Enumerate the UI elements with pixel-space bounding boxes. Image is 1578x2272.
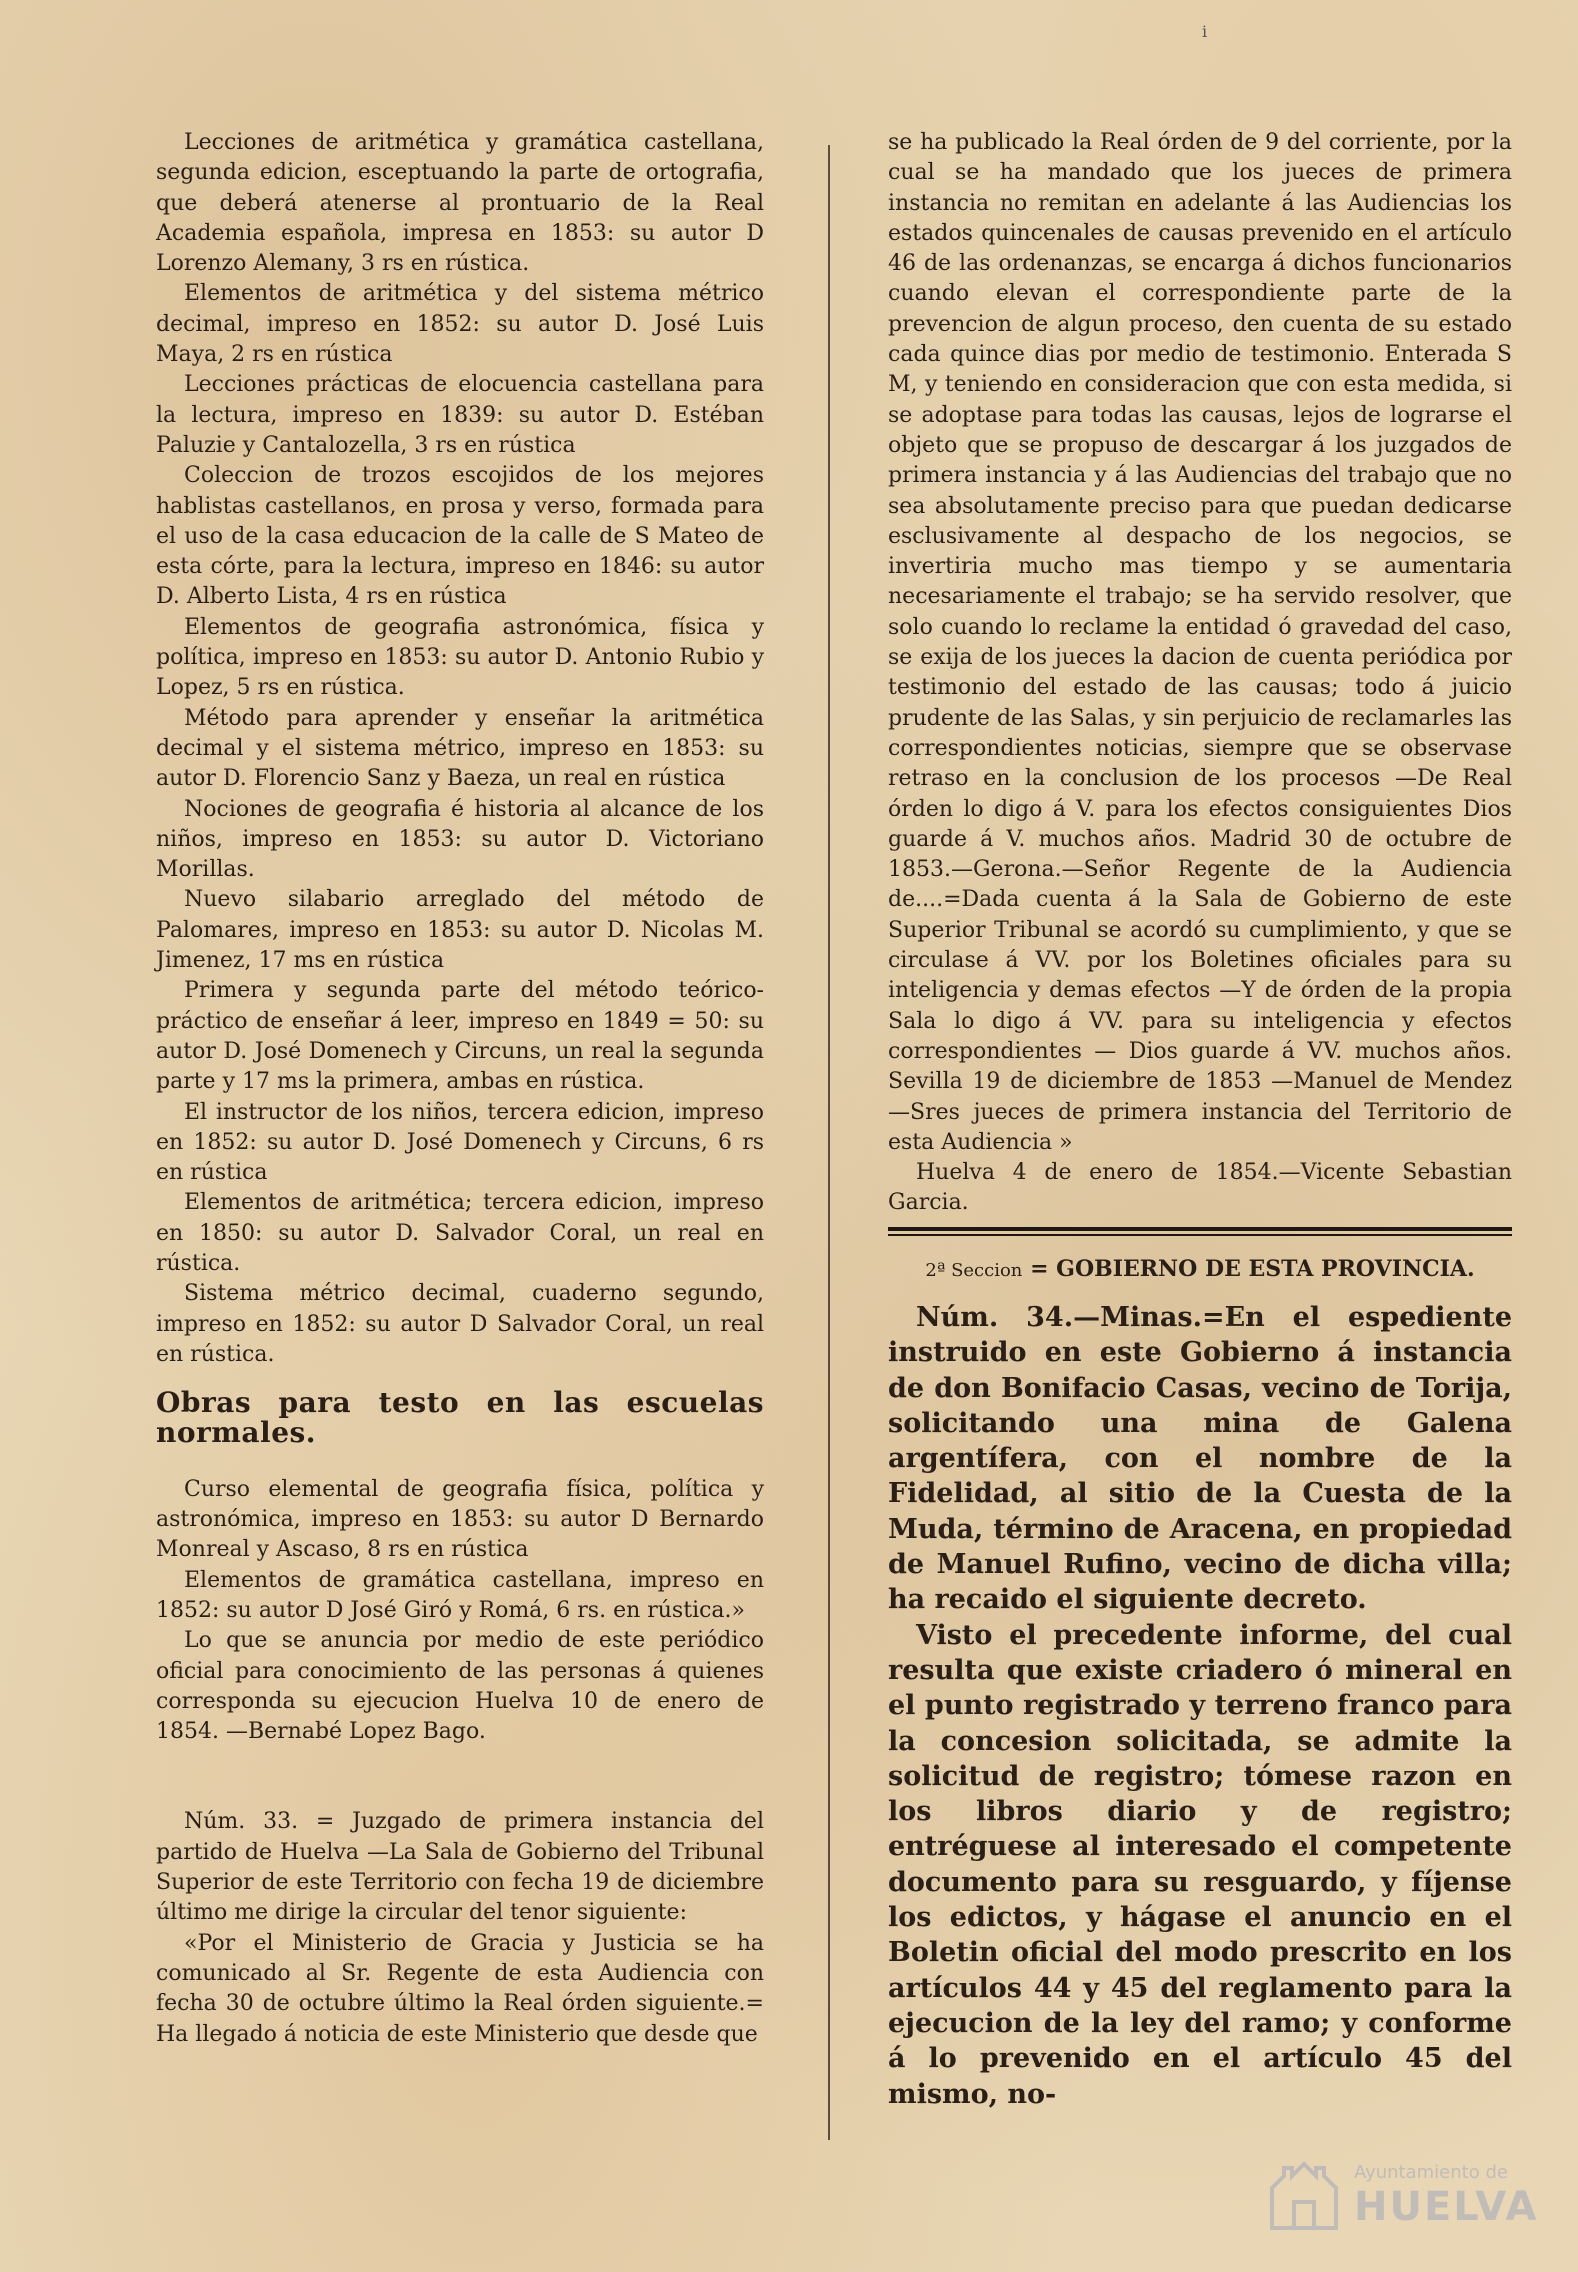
paragraph: Elementos de gramática castellana, impreso en 1852: su autor D José Giró y Romá, 6 rs. en rústica.»: [156, 1567, 764, 1623]
paragraph: Visto el precedente informe, del cual resulta que existe criadero ó mineral en el punto registrado y terreno franco para la concesion solicitada, se admite la solicitud de registro; tómese razon en los libros diario y de registro; entréguese al interesado el competente documento para su resguardo, y fíjense los edictos, y hágase el anuncio en el Boletin oficial del modo prescrito en los artículos 44 y 45 del reglamento para la ejecucion de la ley del ramo; y conforme á lo prevenido en el artículo 45 del mismo, no-: [888, 1619, 1512, 2110]
paragraph: Huelva 4 de enero de 1854.—Vicente Sebastian Garcia.: [888, 1160, 1512, 1216]
column-divider: [828, 145, 830, 2140]
paragraph: Lo que se anuncia por medio de este periódico oficial para conocimiento de las personas á quienes corresponda su ejecucion Huelva 10 de enero de 1854. —Bernabé Lopez Bago.: [156, 1628, 764, 1745]
paragraph: Curso elemental de geografia física, política y astronómica, impreso en 1853: su autor D Bernardo Monreal y Ascaso, 8 rs en rústica: [156, 1476, 764, 1563]
paragraph: Método para aprender y enseñar la aritmética decimal y el sistema métrico, impreso en 1853: su autor D. Florencio Sanz y Baeza, un real en rústica: [156, 705, 764, 792]
paragraph: Sistema métrico decimal, cuaderno segundo, impreso en 1852: su autor D Salvador Coral, un real en rústica.: [156, 1281, 764, 1367]
paragraph: Nuevo silabario arreglado del método de Palomares, impreso en 1853: su autor D. Nicolas M. Jimenez, 17 ms en rústica: [156, 887, 764, 974]
watermark-line1: Ayuntamiento de: [1354, 2162, 1508, 2183]
paragraph: Primera y segunda parte del método teórico-práctico de enseñar á leer, impreso en 1849 = 50: su autor D. José Domenech y Circuns, un real la segunda parte y 17 ms la primera, ambas en rústica.: [156, 978, 764, 1095]
page-mark: i: [1202, 22, 1208, 41]
paragraph: Núm. 33. = Juzgado de primera instancia del partido de Huelva —La Sala de Gobierno del Tribunal Superior de este Territorio con fecha 19 de diciembre último me dirige la circular del tenor siguiente:: [156, 1809, 764, 1926]
paragraph: Elementos de aritmética; tercera edicion, impreso en 1850: su autor D. Salvador Coral, un real en rústica.: [156, 1190, 764, 1276]
paragraph: «Por el Ministerio de Gracia y Justicia se ha comunicado al Sr. Regente de esta Audiencia con fecha 30 de octubre último la Real órden siguiente.= Ha llegado á noticia de este Ministerio que desde que: [156, 1930, 764, 2047]
section-title: [888, 1254, 1512, 1286]
rule-thick: [888, 1227, 1512, 1231]
watermark-line2: HUELVA: [1354, 2184, 1539, 2230]
section-number: 2ª Seccion: [925, 1259, 1023, 1281]
paragraph: se ha publicado la Real órden de 9 del corriente, por la cual se ha mandado que los jueces de primera instancia no remitan en adelante á las Audiencias los estados quincenales de causas prevenido en el artículo 46 de las ordenanzas, se encarga á dichos funcionarios cuando elevan el correspondiente parte de la prevencion de algun proceso, den cuenta de su estado cada quince dias por medio de testimonio. Enterada S M, y teniendo en consideracion que con esta medida, si se adoptase para todas las causas, lejos de lograrse el objeto que se propuso de descargar á los juzgados de primera instancia y á las Audiencias del trabajo que no sea absolutamente preciso para que puedan dedicarse esclusivamente al despacho de los negocios, se invertiria mucho mas tiempo y se aumentaria necesariamente el trabajo; se ha servido resolver, que solo cuando lo reclame la entidad ó gravedad del caso, se exija de los jueces la dacion de cuenta periódica por testimonio del estado de las causas; todo á juicio prudente de las Salas, y sin perjuicio de reclamarles las correspondientes noticias, siempre que se observase retraso en la conclusion de los procesos —De Real órden lo digo á V. para los efectos consiguientes Dios guarde á V. muchos años. Madrid 30 de octubre de 1853.—Gerona.—Señor Regente de la Audiencia de....=Dada cuenta á la Sala de Gobierno de este Superior Tribunal se acordó su cumplimiento, y que se circulase á VV. por los Boletines oficiales para su inteligencia y demas efectos —Y de órden de la propia Sala lo digo á VV. para su inteligencia y efectos correspondientes — Dios guarde á VV. muchos años. Sevilla 19 de diciembre de 1853 —Manuel de Mendez —Sres jueces de primera instancia del Territorio de esta Audiencia »: [888, 130, 1512, 1155]
paragraph: Elementos de geografia astronómica, física y política, impreso en 1853: su autor D. Antonio Rubio y Lopez, 5 rs en rústica.: [156, 614, 764, 701]
section-heading: Obras para testo en las escuelas normales.: [156, 1386, 764, 1450]
paragraph: Elementos de aritmética y del sistema métrico decimal, impreso en 1852: su autor D. José Luis Maya, 2 rs en rústica: [156, 281, 764, 368]
paragraph: Lecciones prácticas de elocuencia castellana para la lectura, impreso en 1839: su autor D. Estéban Paluzie y Cantalozella, 3 rs en rústica: [156, 372, 764, 458]
paragraph: Lecciones de aritmética y gramática castellana, segunda edicion, esceptuando la parte de ortografia, que deberá atenerse al prontuario de la Real Academia española, impresa en 1853: su autor D Lorenzo Alemany, 3 rs en rústica.: [156, 130, 764, 277]
decree-block: [888, 1300, 1512, 2112]
rule-thin: [888, 1234, 1512, 1236]
paragraph: El instructor de los niños, tercera edicion, impreso en 1852: su autor D. José Domenech y Circuns, 6 rs en rústica: [156, 1099, 764, 1186]
paragraph: Núm. 34.—Minas.=En el espediente instruido en este Gobierno á instancia de don Bonifacio Casas, vecino de Torija, solicitando una mina de Galena argentífera, con el nombre de la Fidelidad, al sitio de la Cuesta de la Muda, término de Aracena, en propiedad de Manuel Rufino, vecino de dicha villa; ha recaido el siguiente decreto.: [888, 1301, 1512, 1616]
left-column: [156, 128, 764, 2172]
section-name: = GOBIERNO DE ESTA PROVINCIA.: [1030, 1255, 1475, 1282]
watermark-logo: [1264, 2154, 1539, 2236]
paragraph: Coleccion de trozos escojidos de los mejores hablistas castellanos, en prosa y verso, formada para el uso de la casa educacion de la calle de S Mateo de esta córte, para la lectura, impreso en 1846: su autor D. Alberto Lista, 4 rs en rústica: [156, 463, 764, 610]
right-column: [888, 128, 1512, 2172]
city-seal-icon: [1264, 2158, 1344, 2232]
paragraph: Nociones de geografia é historia al alcance de los niños, impreso en 1853: su autor D. Victoriano Morillas.: [156, 796, 764, 883]
